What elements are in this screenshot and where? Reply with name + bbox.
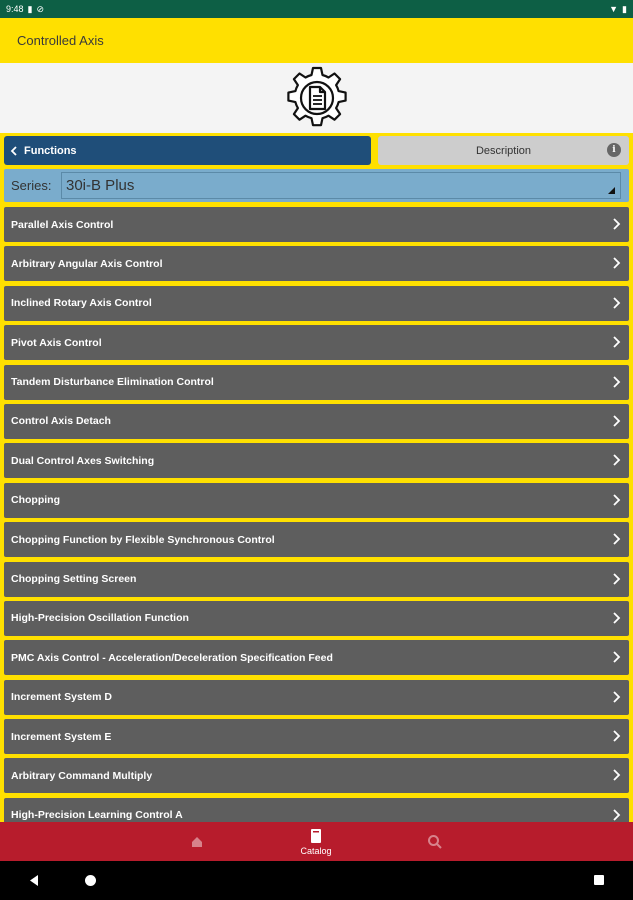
list-item[interactable] (4, 719, 629, 754)
chevron-right-icon (609, 690, 623, 704)
home-button-icon[interactable] (84, 874, 97, 887)
chevron-right-icon (609, 414, 623, 428)
chevron-right-icon (609, 650, 623, 664)
series-select[interactable] (61, 172, 621, 199)
recents-icon[interactable] (593, 874, 605, 886)
tab-functions[interactable] (4, 136, 371, 165)
list-item[interactable] (4, 798, 629, 822)
battery-icon: ▮ (622, 3, 627, 14)
list-item[interactable] (4, 680, 629, 715)
list-item-label: PMC Axis Control - Acceleration/Deceleration Specification Feed (11, 651, 333, 664)
system-nav-bar (0, 861, 633, 900)
chevron-left-icon (10, 146, 18, 156)
gear-document-icon (284, 65, 350, 131)
status-bar (0, 0, 633, 18)
list-item[interactable] (4, 562, 629, 597)
chevron-right-icon (609, 493, 623, 507)
content-area (0, 133, 633, 822)
chevron-right-icon (609, 808, 623, 822)
chevron-right-icon (609, 453, 623, 467)
list-item[interactable] (4, 365, 629, 400)
nav-home[interactable] (147, 822, 247, 861)
nav-search[interactable] (385, 822, 485, 861)
chevron-right-icon (609, 768, 623, 782)
chevron-right-icon (609, 217, 623, 231)
list-item[interactable] (4, 443, 629, 478)
list-item-label: Chopping Setting Screen (11, 573, 137, 586)
page-title: Controlled Axis (17, 33, 104, 48)
list-item-label: Control Axis Detach (11, 415, 111, 428)
bottom-nav (0, 822, 633, 861)
home-icon (190, 835, 204, 849)
chevron-right-icon (609, 572, 623, 586)
function-list (4, 207, 629, 822)
list-item[interactable] (4, 325, 629, 360)
chevron-right-icon (609, 375, 623, 389)
series-label: Series: (11, 178, 52, 193)
chevron-right-icon (609, 729, 623, 743)
chevron-right-icon (609, 256, 623, 270)
list-item[interactable] (4, 758, 629, 793)
list-item[interactable] (4, 246, 629, 281)
book-icon (309, 828, 323, 844)
list-item[interactable] (4, 640, 629, 675)
list-item-label: Increment System E (11, 730, 112, 743)
tab-description-label: Description (475, 144, 532, 157)
app-header (0, 18, 633, 63)
list-item-label: Tandem Disturbance Elimination Control (11, 376, 214, 389)
tab-description[interactable] (378, 136, 629, 165)
chevron-right-icon (609, 296, 623, 310)
search-icon (427, 834, 443, 850)
series-row (4, 169, 629, 202)
list-item-label: Dual Control Axes Switching (11, 454, 155, 467)
nav-catalog-label: Catalog (300, 845, 332, 856)
list-item-label: Increment System D (11, 691, 112, 704)
list-item-label: High-Precision Oscillation Function (11, 612, 189, 625)
tab-bar (4, 136, 629, 165)
chevron-right-icon (609, 335, 623, 349)
tab-functions-label: Functions (24, 144, 77, 157)
list-item[interactable] (4, 483, 629, 518)
list-item-label: Chopping (11, 494, 60, 507)
dropdown-caret-icon (608, 187, 615, 194)
list-item-label: Chopping Function by Flexible Synchronous Control (11, 533, 275, 546)
sim-icon: ▮ (27, 3, 33, 14)
hero-banner (0, 63, 633, 133)
list-item-label: Pivot Axis Control (11, 336, 102, 349)
list-item[interactable] (4, 601, 629, 636)
chevron-right-icon (609, 611, 623, 625)
list-item-label: Arbitrary Command Multiply (11, 769, 153, 782)
chevron-right-icon (609, 532, 623, 546)
list-item[interactable] (4, 404, 629, 439)
back-icon[interactable] (28, 874, 40, 887)
list-item-label: Arbitrary Angular Axis Control (11, 257, 163, 270)
wifi-icon: ▼ (609, 3, 619, 14)
list-item-label: High-Precision Learning Control A (11, 809, 183, 822)
series-selected-value: 30i-B Plus (66, 177, 135, 194)
list-item-label: Parallel Axis Control (11, 218, 114, 231)
list-item[interactable] (4, 286, 629, 321)
list-item[interactable] (4, 207, 629, 242)
list-item-label: Inclined Rotary Axis Control (11, 297, 152, 310)
sync-icon: ⊘ (36, 3, 45, 14)
list-item[interactable] (4, 522, 629, 557)
info-icon[interactable]: i (607, 143, 621, 157)
status-time: 9:48 (6, 4, 24, 14)
nav-catalog[interactable] (266, 822, 366, 861)
